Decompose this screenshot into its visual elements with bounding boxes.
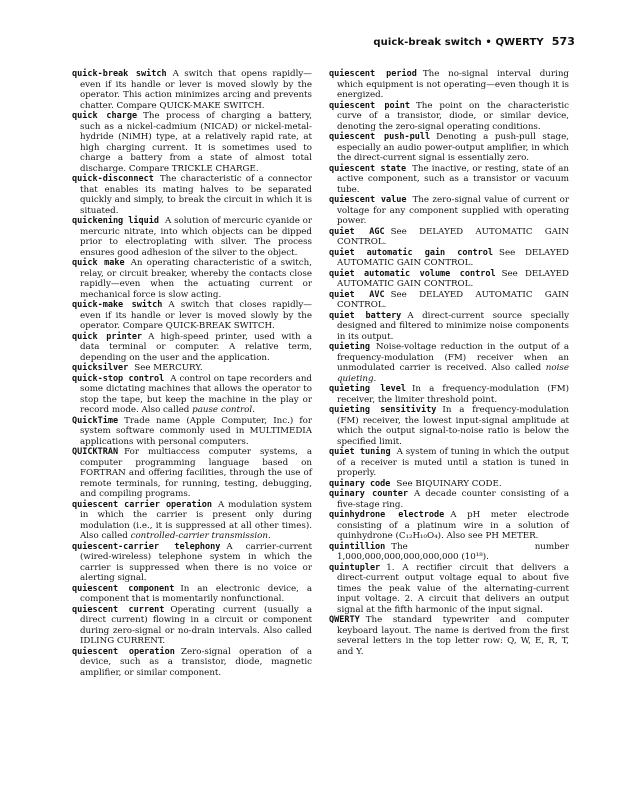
glossary-entry <box>72 174 312 216</box>
entry-definition: A modulation system in which the carrier is present only during modulation (i.e., it is suppressed at all other times). Also called <box>80 499 312 541</box>
entry-term: quiet automatic volume control <box>329 268 496 279</box>
entry-definition: See MERCURY. <box>134 363 203 373</box>
glossary-entry <box>329 542 569 563</box>
entry-definition: A high-speed printer, used with a data terminal or computer. A relative term, depending on the user and the application. <box>80 331 313 363</box>
glossary-entry <box>72 647 312 679</box>
entry-definition: Zero-signal operation of a device, such as a transistor, diode, magnetic amplifier, or similar component. <box>80 646 313 678</box>
entry-definition: The process of charging a battery, such as a nickel-cadmium (NICAD) or nickel-metal-hydride (NiMH) type, at a relatively rapid rate, at high charging current. It is sometimes used to charge a battery from a state of almost total discharge. Compare TRICKLE CHARGE. <box>80 111 312 174</box>
glossary-entry <box>72 416 312 448</box>
entry-definition: The point on the characteristic curve of a transistor, diode, or similar device, denoting the zero-signal operating conditions. <box>337 100 569 132</box>
entry-definition: Noise-voltage reduction in the output of a frequency-modulation (FM) receiver when an unmodulated carrier is received. Also called <box>337 342 569 373</box>
glossary-entry <box>72 300 312 332</box>
glossary-entry <box>329 69 569 101</box>
page-number: 573 <box>551 35 575 48</box>
entry-term: quiet tuning <box>329 447 391 457</box>
entry-term: quieting level <box>329 384 406 394</box>
entry-definition: The no-signal interval during which equipment is not operating—even though it is energized. <box>337 69 569 100</box>
entry-definition: See DELAYED AUTOMATIC GAIN CONTROL. <box>337 289 569 310</box>
entry-definition: See DELAYED AUTOMATIC GAIN CONTROL. <box>337 226 569 247</box>
entry-definition: Denoting a push-pull stage, especially an audio power-output amplifier, in which the direct-current signal is essentially zero. <box>337 132 569 163</box>
glossary-entry <box>329 384 569 405</box>
entry-definition: See DELAYED AUTOMATIC GAIN CONTROL. <box>337 247 569 268</box>
entry-term: quickening liquid <box>72 216 160 226</box>
entry-definition: The inactive, or resting, state of an active component, such as a transistor or vacuum tube. <box>337 163 570 195</box>
glossary-entry <box>329 615 569 657</box>
entry-term: QWERTY <box>329 615 360 625</box>
glossary-entry <box>329 101 569 133</box>
glossary-entry <box>329 563 569 616</box>
entry-term: quiet automatic gain control <box>329 247 494 258</box>
glossary-entry <box>329 269 569 290</box>
entry-definition: In a frequency-modulation (FM) receiver, the limiter threshold point. <box>337 384 569 405</box>
entry-term: quiescent operation <box>72 646 175 657</box>
entry-term: quiescent push-pull <box>329 132 431 142</box>
glossary-entry <box>72 447 312 500</box>
entry-definition: In an electronic device, a component that is momentarily nonfunctional. <box>80 583 312 604</box>
entry-definition: See DELAYED AUTOMATIC GAIN CONTROL. <box>337 268 569 289</box>
entry-term: quick-make switch <box>72 300 163 310</box>
entry-term: quintupler <box>329 562 381 573</box>
entry-term: quick printer <box>72 331 143 342</box>
entry-term: quick-break switch <box>72 69 167 79</box>
glossary-entry <box>72 363 312 374</box>
glossary-entry <box>329 195 569 227</box>
entry-term: quick-disconnect <box>72 174 154 184</box>
entry-term: QuickTime <box>72 415 119 426</box>
entry-definition: An operating characteristic of a switch, relay, or circuit breaker, whereby the contacts close rapidly—even when the actuating current or mechanical force is slow acting. <box>80 258 312 300</box>
entry-definition: A switch that closes rapidly—even if its handle or lever is moved slowly by the operator. Compare QUICK-BREAK SWITCH. <box>80 300 312 331</box>
entry-definition-tail: . <box>373 373 377 384</box>
entry-definition: A system of tuning in which the output of a receiver is muted until a station is tuned in properly. <box>337 447 569 478</box>
entry-definition-tail: . <box>267 531 271 541</box>
entry-term: quiescent component <box>72 583 175 594</box>
entry-term: quinhydrone electrode <box>329 510 445 520</box>
glossary-entry <box>72 111 312 174</box>
entry-definition: The characteristic of a connector that enables its mating halves to be separated quickly and simply, to break the circuit in which it is situated. <box>80 174 312 216</box>
entry-term: QUICKTRAN <box>72 447 119 457</box>
entry-term: quiet AGC <box>329 226 385 237</box>
entry-term: quiet AVC <box>329 289 385 300</box>
entry-definition: 1. A rectifier circuit that delivers a direct-current output voltage equal to about five times the peak value of the alternating-current input voltage. 2. A circuit that delivers an output signal at the fifth harmonic of the input signal. <box>337 562 569 615</box>
entry-term: quiescent value <box>329 195 407 205</box>
left-column <box>72 69 312 678</box>
glossary-entry <box>329 479 569 490</box>
glossary-entry <box>329 132 569 164</box>
glossary-entry <box>329 447 569 479</box>
glossary-entry <box>72 542 312 584</box>
entry-definition-italic: noise quieting <box>337 363 569 384</box>
glossary-entry <box>329 311 569 343</box>
entry-term: quinary code <box>329 478 391 489</box>
entry-term: quiescent carrier operation <box>72 499 212 510</box>
entry-definition-tail: . <box>252 405 255 415</box>
entry-term: quick charge <box>72 111 138 121</box>
entry-definition: See BIQUINARY CODE. <box>396 478 502 489</box>
entry-term: quinary counter <box>329 489 408 499</box>
glossary-entry <box>72 216 312 258</box>
entry-definition: A solution of mercuric cyanide or mercuric nitrate, into which objects can be dipped prior to electroplating with silver. The process ensures good adhesion of the silver to the object. <box>80 216 312 258</box>
glossary-entry <box>329 342 569 384</box>
entry-term: quiescent point <box>329 100 410 111</box>
glossary-entry <box>329 248 569 269</box>
entry-definition: In a frequency-modulation (FM) receiver, the lowest input-signal amplitude at which the output signal-to-noise ratio is below the specified limit. <box>337 405 569 447</box>
entry-term: quiescent-carrier telephony <box>72 541 221 552</box>
glossary-entry <box>72 69 312 111</box>
glossary-entry <box>72 332 312 364</box>
glossary-entry <box>72 500 312 542</box>
glossary-entry <box>72 584 312 605</box>
entry-term: quick make <box>72 258 125 268</box>
entry-definition: A direct-current source specially designed and filtered to minimize noise components in its output. <box>337 310 570 342</box>
header-guide-words: quick-break switch • QWERTY <box>373 37 544 48</box>
glossary-entry <box>329 405 569 447</box>
glossary-entry <box>72 605 312 647</box>
entry-definition: A control on tape recorders and some dictating machines that allows the operator to stop the tape, but keep the machine in the play or record mode. Also called <box>80 373 312 415</box>
entry-definition: A carrier-current (wired-wireless) telephone system in which the carrier is suppressed when there is no voice or alerting signal. <box>80 541 312 583</box>
entry-definition: A switch that opens rapidly—even if its handle or lever is moved slowly by the operator. This action minimizes arcing and prevents chatter. Compare QUICK-MAKE SWITCH. <box>80 69 312 111</box>
entry-definition: Trade name (Apple Computer, Inc.) for system software commonly used in MULTIMEDIA applications with personal computers. <box>80 415 312 447</box>
entry-definition: The number 1,000,000,000,000,000,000 (10¹⁸). <box>337 541 569 562</box>
entry-definition: A pH meter electrode consisting of a platinum wire in a solution of quinhydrone (C₁₂H₁₀O₄). Also see PH METER. <box>337 510 569 541</box>
entry-definition-italic: pause control <box>192 405 253 415</box>
glossary-entry <box>329 510 569 542</box>
entry-term: quintillion <box>329 541 386 552</box>
right-column <box>329 69 569 657</box>
entry-term: quiescent period <box>329 69 417 79</box>
entry-definition: The zero-signal value of current or voltage for any component supplied with operating power. <box>337 195 570 226</box>
glossary-entry <box>329 290 569 311</box>
entry-definition: For multiaccess computer systems, a computer programming language based on FORTRAN and offering facilities, through the use of remote terminals, for running, testing, debugging, and compiling programs. <box>80 447 312 499</box>
entry-term: quiescent state <box>329 163 407 174</box>
entry-term: quiescent current <box>72 604 165 615</box>
glossary-entry <box>329 489 569 510</box>
entry-term: quiet battery <box>329 310 402 321</box>
entry-term: quicksilver <box>72 363 129 373</box>
entry-definition-italic: controlled-carrier transmission <box>130 531 268 541</box>
entry-term: quick-stop control <box>72 373 165 384</box>
glossary-entry <box>329 164 569 196</box>
entry-term: quieting sensitivity <box>329 405 437 415</box>
entry-definition: The standard typewriter and computer keyboard layout. The name is derived from the first several letters in the top letter row: Q, W, E, R, T, and Y. <box>337 615 569 657</box>
entry-definition: Operating current (usually a direct current) flowing in a circuit or component during zero-signal or no-drain intervals. Also called IDLING CURRENT. <box>80 604 313 646</box>
glossary-entry <box>72 374 312 416</box>
glossary-entry <box>329 227 569 248</box>
running-head <box>373 35 575 48</box>
entry-term: quieting <box>329 342 370 352</box>
glossary-entry <box>72 258 312 300</box>
entry-definition: A decade counter consisting of a five-stage ring. <box>337 489 569 510</box>
